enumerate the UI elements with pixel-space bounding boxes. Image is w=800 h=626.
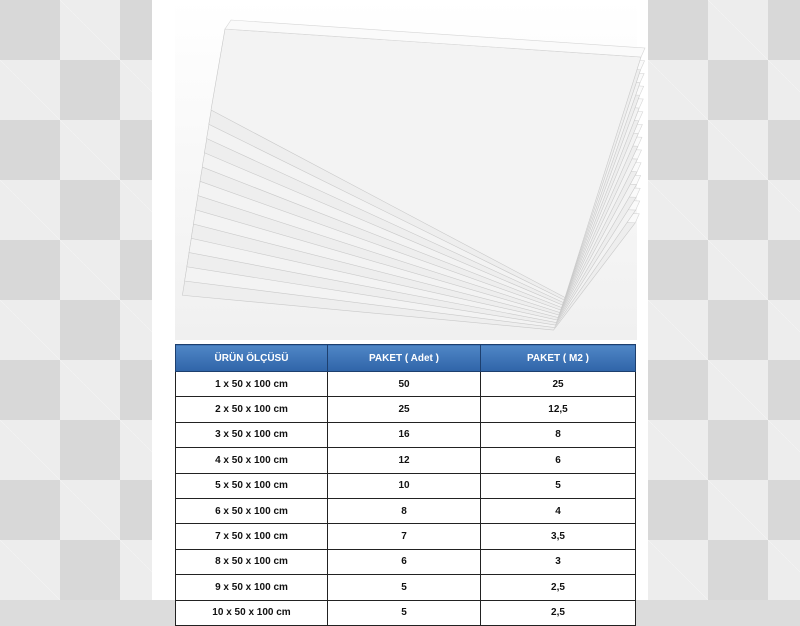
cell-package-count: 5 bbox=[328, 575, 481, 600]
cell-package-count: 16 bbox=[328, 422, 481, 447]
cell-product-size: 9 x 50 x 100 cm bbox=[176, 575, 328, 600]
cell-package-m2: 4 bbox=[481, 498, 636, 523]
cell-package-m2: 3 bbox=[481, 549, 636, 574]
cell-package-count: 50 bbox=[328, 372, 481, 397]
header-product-size: ÜRÜN ÖLÇÜSÜ bbox=[176, 345, 328, 372]
table-row bbox=[176, 524, 636, 549]
cell-package-m2: 2,5 bbox=[481, 575, 636, 600]
table-header-row bbox=[176, 345, 636, 372]
background-pattern-left bbox=[0, 0, 152, 600]
cell-product-size: 7 x 50 x 100 cm bbox=[176, 524, 328, 549]
table-row bbox=[176, 448, 636, 473]
cell-package-count: 8 bbox=[328, 498, 481, 523]
foam-boards-illustration bbox=[175, 0, 637, 340]
table-row bbox=[176, 372, 636, 397]
cell-package-count: 25 bbox=[328, 397, 481, 422]
cell-product-size: 8 x 50 x 100 cm bbox=[176, 549, 328, 574]
cell-package-m2: 12,5 bbox=[481, 397, 636, 422]
cell-product-size: 5 x 50 x 100 cm bbox=[176, 473, 328, 498]
foam-board-stack-image bbox=[175, 0, 637, 340]
cell-product-size: 3 x 50 x 100 cm bbox=[176, 422, 328, 447]
table-row bbox=[176, 422, 636, 447]
cell-package-count: 5 bbox=[328, 600, 481, 625]
cell-package-m2: 25 bbox=[481, 372, 636, 397]
cell-product-size: 4 x 50 x 100 cm bbox=[176, 448, 328, 473]
cell-package-m2: 6 bbox=[481, 448, 636, 473]
table-row bbox=[176, 549, 636, 574]
table-row bbox=[176, 600, 636, 625]
cell-package-m2: 5 bbox=[481, 473, 636, 498]
content-panel bbox=[152, 0, 648, 619]
table-row bbox=[176, 473, 636, 498]
cell-package-m2: 2,5 bbox=[481, 600, 636, 625]
cell-package-count: 12 bbox=[328, 448, 481, 473]
header-package-count: PAKET ( Adet ) bbox=[328, 345, 481, 372]
cell-package-count: 10 bbox=[328, 473, 481, 498]
cell-product-size: 6 x 50 x 100 cm bbox=[176, 498, 328, 523]
cell-package-count: 7 bbox=[328, 524, 481, 549]
table-row bbox=[176, 575, 636, 600]
cell-package-count: 6 bbox=[328, 549, 481, 574]
table-row bbox=[176, 498, 636, 523]
background-pattern-right bbox=[648, 0, 800, 600]
header-package-m2: PAKET ( M2 ) bbox=[481, 345, 636, 372]
table-row bbox=[176, 397, 636, 422]
cell-product-size: 10 x 50 x 100 cm bbox=[176, 600, 328, 625]
cell-product-size: 2 x 50 x 100 cm bbox=[176, 397, 328, 422]
cell-product-size: 1 x 50 x 100 cm bbox=[176, 372, 328, 397]
cell-package-m2: 8 bbox=[481, 422, 636, 447]
cell-package-m2: 3,5 bbox=[481, 524, 636, 549]
size-table bbox=[175, 344, 635, 626]
